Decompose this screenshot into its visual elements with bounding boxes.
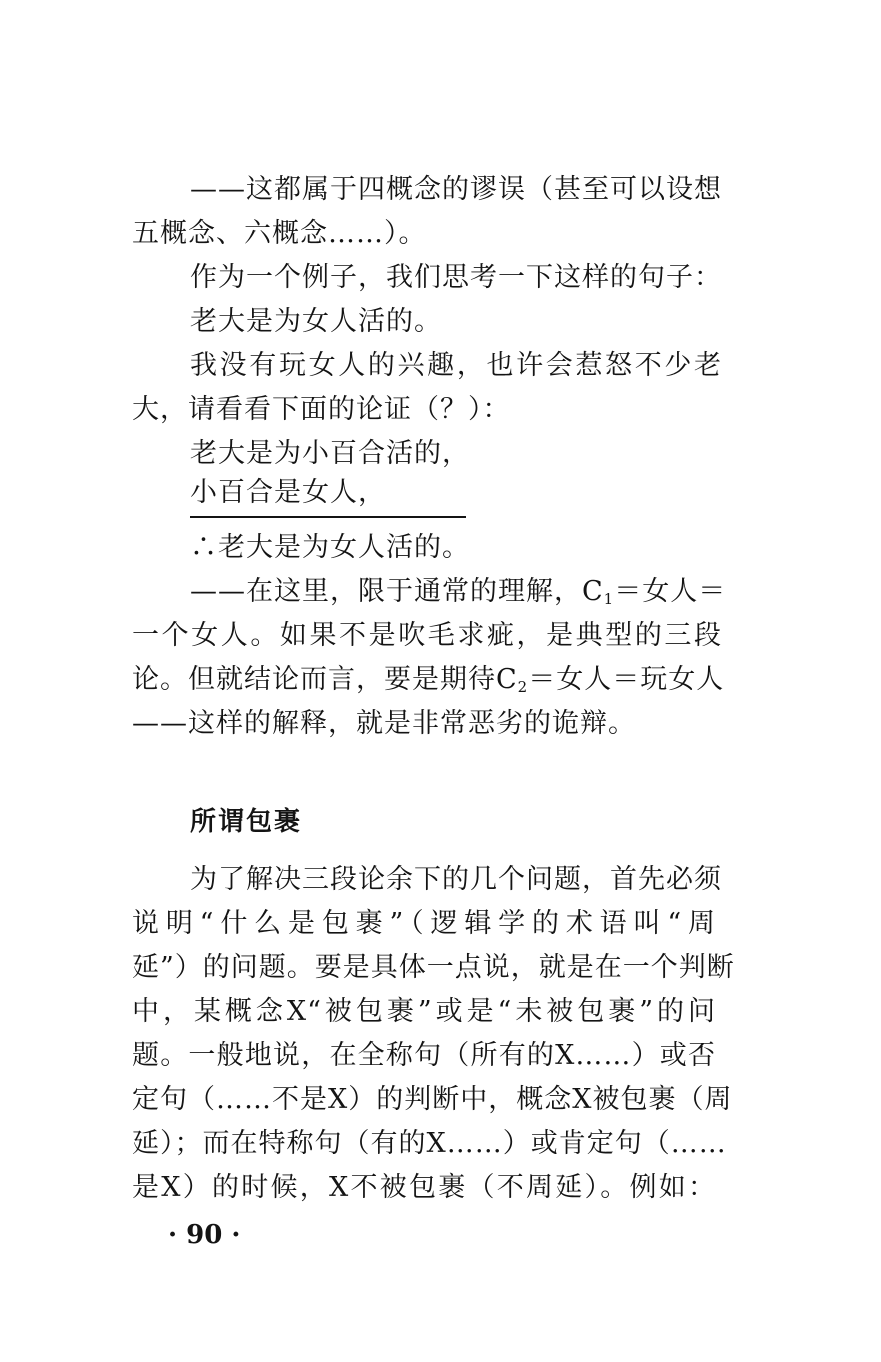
text-line (132, 662, 724, 705)
text-line: 中，某概念X“被包裹”或是“未被包裹”的问 (132, 996, 716, 1027)
text-line: 定句（……不是X）的判断中，概念X被包裹（周 (132, 1084, 733, 1115)
section-heading: 所谓包裹 (190, 807, 303, 837)
text-segment: ＝女人＝玩女人 (528, 664, 725, 695)
text-line: 是X）的时候，X不被包裹（不周延）。例如： (132, 1172, 716, 1203)
text-line: ——这样的解释，就是非常恶劣的诡辩。 (132, 708, 636, 739)
text-line: 题。一般地说，在全称句（所有的X……）或否 (132, 1040, 716, 1071)
text-line: 说明“什么是包裹”（逻辑学的术语叫“周 (132, 908, 716, 939)
text-line: 一个女人。如果不是吹毛求疵，是典型的三段 (132, 620, 722, 651)
text-line (190, 574, 727, 617)
syllogism-rule (190, 516, 466, 518)
text-line: ——这都属于四概念的谬误（甚至可以设想 (190, 174, 722, 205)
text-line: 五概念、六概念……）。 (132, 218, 427, 249)
text-segment: ＝女人＝ (614, 576, 727, 607)
text-line: 我没有玩女人的兴趣，也许会惹怒不少老 (190, 350, 722, 381)
premise-line: 老大是为小百合活的， (190, 438, 470, 469)
premise-line: 小百合是女人， (190, 477, 386, 508)
subscript: 1 (603, 590, 615, 608)
text-segment: ——在这里，限于通常的理解，C (190, 576, 604, 607)
text-line: 大，请看看下面的论证（？）： (132, 394, 511, 425)
text-line: 为了解决三段论余下的几个问题，首先必须 (190, 864, 722, 895)
text-line: 作为一个例子，我们思考一下这样的句子： (190, 262, 722, 293)
text-line: 老大是为女人活的。 (190, 306, 442, 337)
text-line: 延”）的问题。要是具体一点说，就是在一个判断 (132, 952, 735, 983)
text-line: 延）；而在特称句（有的X……）或肯定句（…… (132, 1128, 727, 1159)
page-number: · 90 · (168, 1220, 241, 1250)
subscript: 2 (517, 678, 529, 696)
text-segment: 论。但就结论而言，要是期待C (132, 664, 518, 695)
conclusion-line: ∴老大是为女人活的。 (190, 532, 470, 563)
